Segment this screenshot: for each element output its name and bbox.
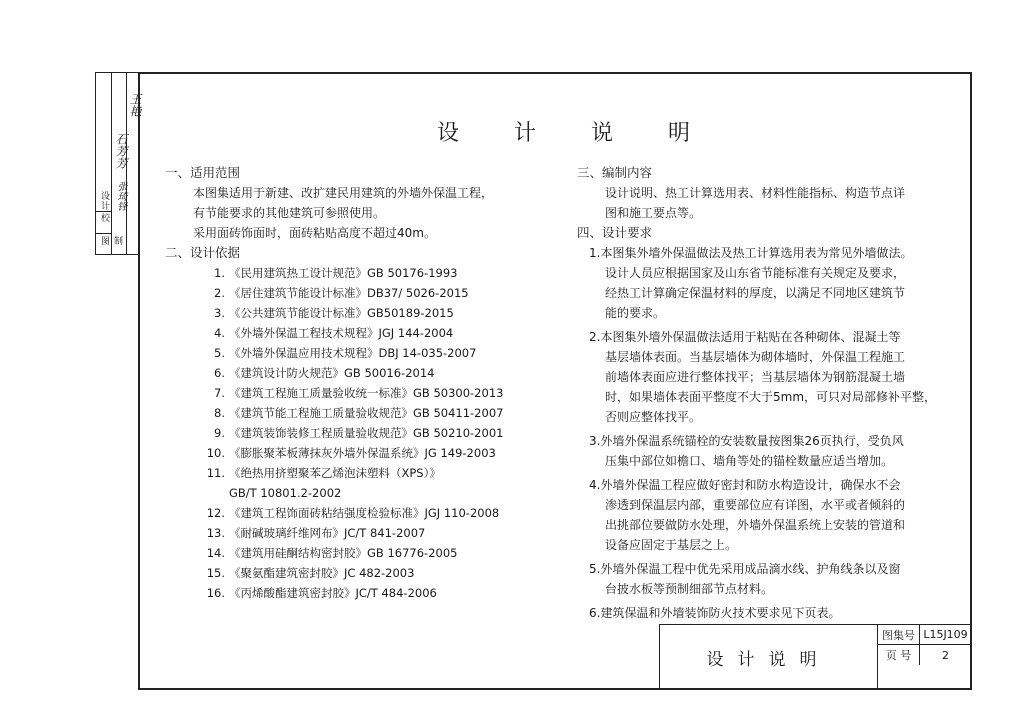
basis-item bbox=[165, 583, 565, 603]
basis-list bbox=[165, 263, 565, 603]
page-title bbox=[437, 116, 745, 147]
signature-2: 张琦锋 bbox=[115, 181, 126, 211]
requirement-continuation: 基层墙体表面。当基层墙体为砌体墙时，外保温工程施工 bbox=[605, 350, 906, 364]
basis-item bbox=[165, 523, 565, 543]
basis-item-text: 《丙烯酸酯建筑密封胶》JC/T 484-2006 bbox=[229, 586, 437, 600]
review-label: 校 bbox=[99, 213, 109, 223]
requirement-continuation: 台披水板等预制细部节点材料。 bbox=[605, 582, 774, 596]
basis-item-number: 15. bbox=[206, 566, 225, 580]
contents-line: 设计说明、热工计算选用表、材料性能指标、构造节点详 bbox=[605, 186, 906, 200]
scope-line: 本图集适用于新建、改扩建民用建筑的外墙外保温工程， bbox=[193, 186, 494, 200]
requirement-text: 建筑保温和外墙装饰防火技术要求见下页表。 bbox=[600, 606, 841, 620]
basis-item bbox=[165, 543, 565, 563]
requirement-first-line bbox=[589, 327, 967, 347]
basis-item bbox=[165, 263, 565, 283]
requirement-continuation: 设计人员应根据国家及山东省节能标准有关规定及要求， bbox=[605, 266, 906, 280]
requirement-item bbox=[589, 475, 967, 555]
atlas-no-value: L15J109 bbox=[920, 625, 971, 645]
basis-item-text: 《绝热用挤塑聚苯乙烯泡沫塑料（XPS）》 bbox=[229, 466, 441, 480]
requirement-continuation: 前墙体表面应进行整体找平；当基层墙体为钢筋混凝土墙 bbox=[605, 370, 906, 384]
basis-item-number: 12. bbox=[206, 506, 225, 520]
title-char: 设 bbox=[437, 121, 460, 146]
section-contents-heading: 三、编制内容 bbox=[577, 165, 653, 180]
basis-item-text: 《外墙外保温应用技术规程》DBJ 14-035-2007 bbox=[229, 346, 477, 360]
requirement-number: 2. bbox=[589, 330, 601, 344]
requirement-continuation: 经热工计算确定保温材料的厚度，以满足不同地区建筑节 bbox=[605, 286, 906, 300]
basis-item-text: 《建筑用硅酮结构密封胶》GB 16776-2005 bbox=[229, 546, 458, 560]
requirement-number: 6. bbox=[589, 606, 601, 620]
basis-item bbox=[165, 383, 565, 403]
title-block bbox=[659, 624, 972, 690]
requirement-text: 本图集外墙外保温做法及热工计算选用表为常见外墙做法。 bbox=[600, 246, 913, 260]
basis-item-number: 6. bbox=[214, 366, 225, 380]
atlas-no-label: 图集号 bbox=[878, 625, 920, 645]
requirement-text: 外墙外保温系统锚栓的安装数量按图集26页执行，受负风 bbox=[600, 434, 904, 448]
requirement-text: 外墙外保温工程中优先采用成品滴水线、护角线条以及窗 bbox=[600, 562, 901, 576]
requirements-list bbox=[577, 243, 967, 623]
requirement-continuation: 否则应整体找平。 bbox=[605, 410, 702, 424]
basis-item-text: 《聚氨酯建筑密封胶》JC 482-2003 bbox=[229, 566, 415, 580]
scope-line: 采用面砖饰面时，面砖粘贴高度不超过40m。 bbox=[193, 226, 436, 240]
requirement-item bbox=[589, 603, 967, 623]
requirement-first-line bbox=[589, 431, 967, 451]
basis-item-number: 3. bbox=[214, 306, 225, 320]
basis-item-number: 13. bbox=[206, 526, 225, 540]
basis-item-number: 1. bbox=[214, 266, 225, 280]
section-scope-heading: 一、适用范围 bbox=[165, 165, 241, 180]
title-block-name: 设计说明 bbox=[660, 625, 878, 690]
title-char: 计 bbox=[514, 121, 537, 146]
basis-item-text: 《公共建筑节能设计标准》GB50189-2015 bbox=[229, 306, 454, 320]
basis-item-text: 《建筑装饰装修工程质量验收规范》GB 50210-2001 bbox=[229, 426, 504, 440]
requirement-continuation: 设备应固定于基层之上。 bbox=[605, 538, 738, 552]
requirement-number: 4. bbox=[589, 478, 601, 492]
basis-item-number: 9. bbox=[214, 426, 225, 440]
requirement-text: 本图集外墙外保温做法适用于粘贴在各种砌体、混凝土等 bbox=[600, 330, 901, 344]
basis-item bbox=[165, 443, 565, 463]
basis-item bbox=[165, 323, 565, 343]
basis-item-number: 10. bbox=[206, 446, 225, 460]
requirement-text: 外墙外保温工程应做好密封和防水构造设计，确保水不会 bbox=[600, 478, 901, 492]
requirement-item bbox=[589, 431, 967, 471]
signature-1: 石芳芳 bbox=[114, 133, 128, 169]
basis-item bbox=[165, 403, 565, 423]
basis-item-number: 8. bbox=[214, 406, 225, 420]
left-column bbox=[165, 163, 565, 603]
basis-item-text: 《民用建筑热工设计规范》GB 50176-1993 bbox=[229, 266, 458, 280]
basis-item-number: 11. bbox=[206, 466, 225, 480]
requirement-number: 3. bbox=[589, 434, 601, 448]
design-label: 设计 bbox=[99, 191, 109, 211]
basis-item-text: 《外墙外保温工程技术规程》JGJ 144-2004 bbox=[229, 326, 454, 340]
scope-line: 有节能要求的其他建筑可参照使用。 bbox=[193, 206, 386, 220]
contents-line: 图和施工要点等。 bbox=[605, 206, 702, 220]
basis-item bbox=[165, 463, 565, 483]
page-no-label: 页 号 bbox=[878, 645, 920, 665]
basis-item-number: 14. bbox=[206, 546, 225, 560]
requirement-continuation: 压集中部位如檐口、墙角等处的锚栓数量应适当增加。 bbox=[605, 454, 894, 468]
basis-item-text: GB/T 10801.2-2002 bbox=[229, 486, 342, 500]
requirement-item bbox=[589, 243, 967, 323]
basis-item-text: 《建筑节能工程施工质量验收规范》GB 50411-2007 bbox=[229, 406, 504, 420]
requirement-number: 1. bbox=[589, 246, 601, 260]
section-basis-heading: 二、设计依据 bbox=[165, 245, 241, 260]
drawing-label: 制图 bbox=[99, 236, 122, 246]
basis-item bbox=[165, 423, 565, 443]
basis-item bbox=[165, 283, 565, 303]
requirement-first-line bbox=[589, 243, 967, 263]
basis-item-number: 5. bbox=[214, 346, 225, 360]
basis-item-text: 《建筑设计防火规范》GB 50016-2014 bbox=[229, 366, 435, 380]
requirement-continuation: 出挑部位要做防水处理，外墙外保温系统上安装的管道和 bbox=[605, 518, 906, 532]
basis-item-text: 《建筑工程施工质量验收统一标准》GB 50300-2013 bbox=[229, 386, 504, 400]
section-requirements-heading: 四、设计要求 bbox=[577, 225, 653, 240]
signature-3: 王艳 bbox=[128, 93, 142, 117]
basis-item bbox=[165, 563, 565, 583]
basis-item-number: 2. bbox=[214, 286, 225, 300]
basis-item-number: 4. bbox=[214, 326, 225, 340]
title-char: 说 bbox=[591, 121, 614, 146]
requirement-first-line bbox=[589, 603, 967, 623]
requirement-first-line bbox=[589, 475, 967, 495]
requirement-first-line bbox=[589, 559, 967, 579]
basis-item-number: 16. bbox=[206, 586, 225, 600]
title-char: 明 bbox=[668, 121, 691, 146]
basis-item bbox=[165, 343, 565, 363]
basis-item bbox=[165, 363, 565, 383]
requirement-number: 5. bbox=[589, 562, 601, 576]
basis-item bbox=[165, 503, 565, 523]
requirement-continuation: 渗透到保温层内部，重要部位应有详图，水平或者倾斜的 bbox=[605, 498, 906, 512]
basis-item-number: 7. bbox=[214, 386, 225, 400]
requirement-item bbox=[589, 559, 967, 599]
right-column bbox=[577, 163, 967, 623]
basis-item-text: 《建筑工程饰面砖粘结强度检验标准》JGJ 110-2008 bbox=[229, 506, 500, 520]
basis-item bbox=[165, 483, 565, 503]
basis-item-text: 《膨胀聚苯板薄抹灰外墙外保温系统》JG 149-2003 bbox=[229, 446, 496, 460]
basis-item bbox=[165, 303, 565, 323]
requirement-continuation: 能的要求。 bbox=[605, 306, 666, 320]
basis-item-text: 《耐碱玻璃纤维网布》JC/T 841-2007 bbox=[229, 526, 426, 540]
requirement-item bbox=[589, 327, 967, 427]
signature-strip bbox=[95, 72, 140, 255]
basis-item-text: 《居住建筑节能设计标准》DB37/ 5026-2015 bbox=[229, 286, 469, 300]
page-no-value: 2 bbox=[942, 648, 949, 662]
requirement-continuation: 时，如果墙体表面平整度不大于5mm，可只对局部修补平整， bbox=[605, 390, 937, 404]
